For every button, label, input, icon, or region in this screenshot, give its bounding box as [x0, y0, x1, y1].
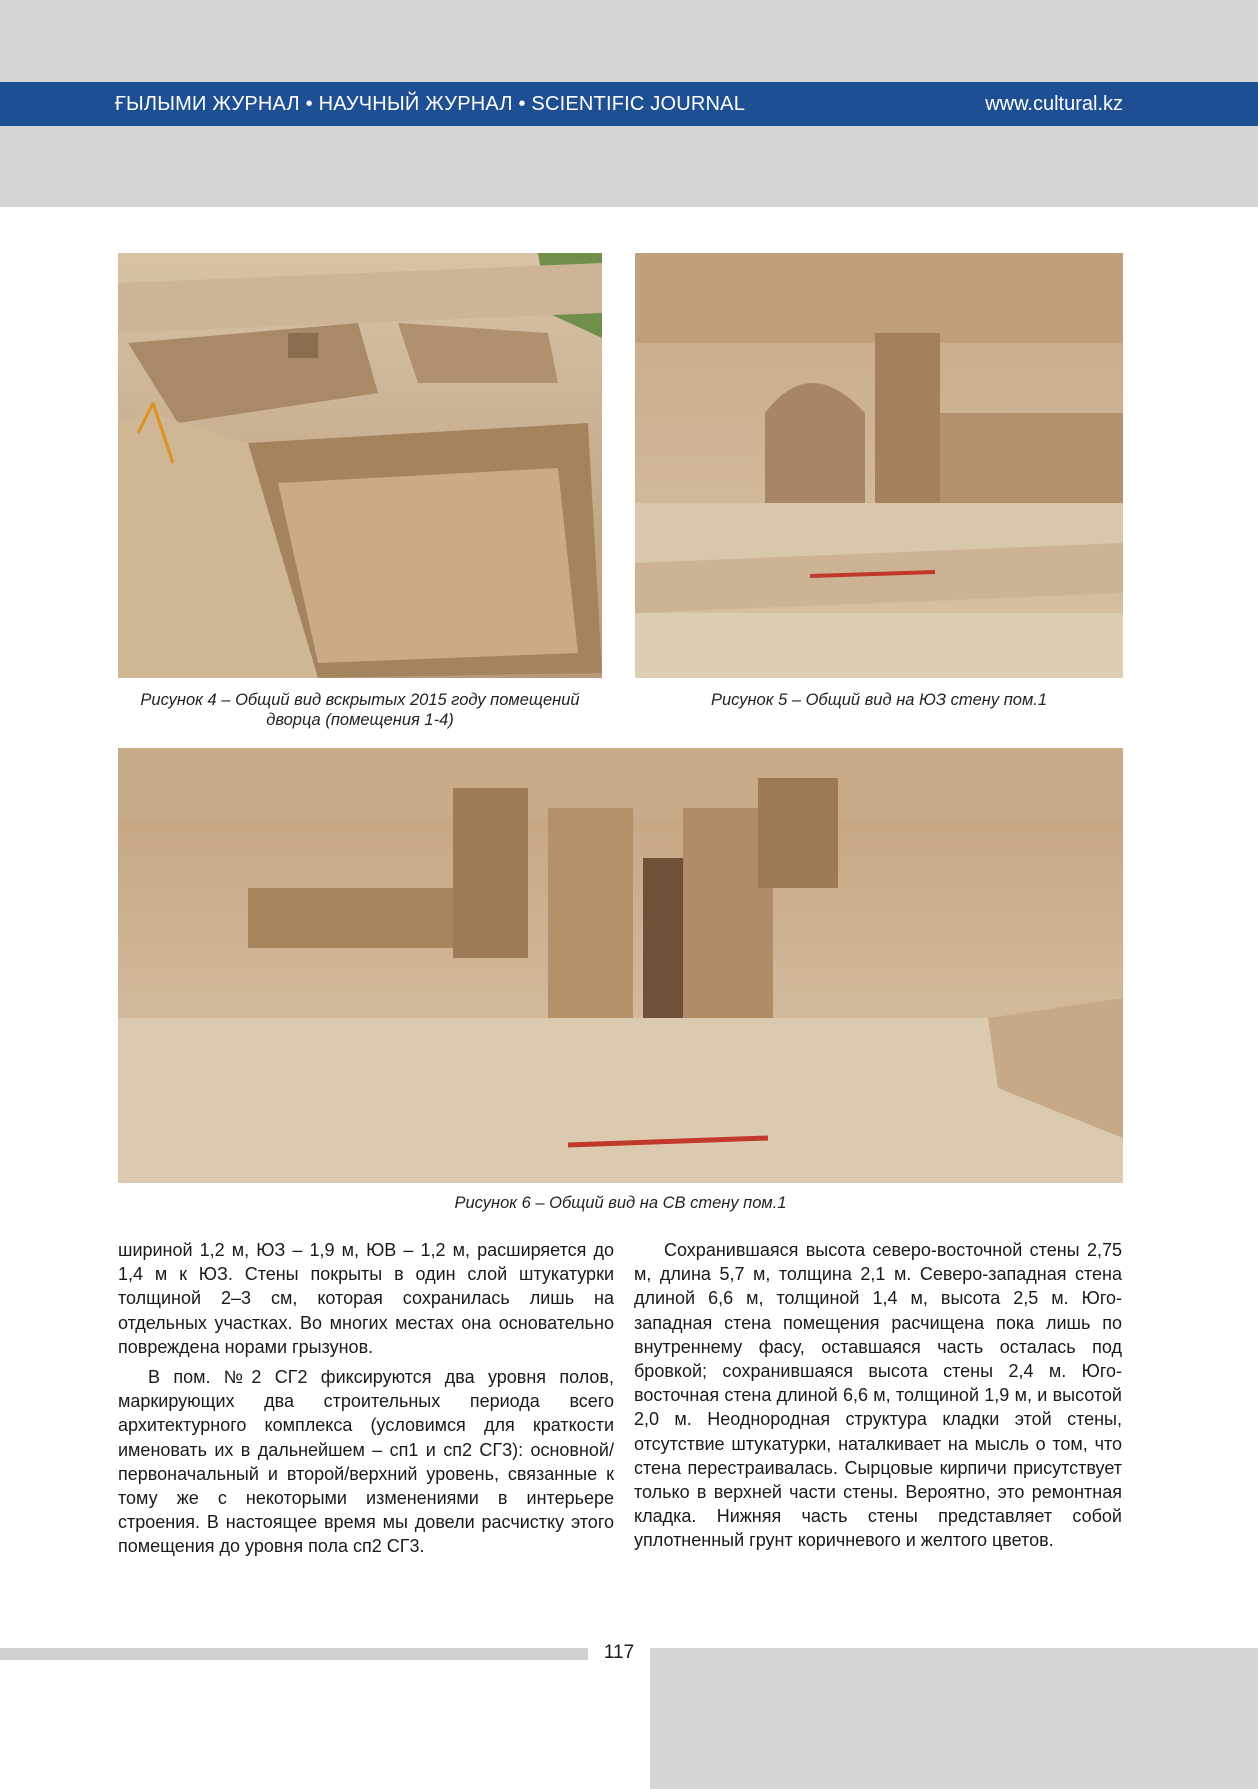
footer-block [650, 1648, 1258, 1789]
journal-header [0, 82, 1258, 126]
figure-4-photo [118, 253, 602, 678]
journal-website: www.cultural.kz [985, 93, 1123, 115]
figure-4-caption: Рисунок 4 – Общий вид вскрытых 2015 году помещений дворца (помещения 1-4) [140, 691, 580, 729]
journal-title: ҒЫЛЫМИ ЖУРНАЛ • НАУЧНЫЙ ЖУРНАЛ • SCIENTIFIC JOURNAL [115, 93, 746, 115]
figure-6-photo [118, 748, 1123, 1183]
figure-5-caption: Рисунок 5 – Общий вид на ЮЗ стену пом.1 [710, 691, 1048, 709]
figure-6-caption: Рисунок 6 – Общий вид на СВ стену пом.1 [454, 1194, 787, 1212]
right-column [634, 1238, 1122, 1553]
left-paragraph-1: шириной 1,2 м, ЮЗ – 1,9 м, ЮВ – 1,2 м, расширяется до 1,4 м к ЮЗ. Стены покрыты в один слой штукатурки толщиной 2–3 см, которая сохранилась лишь на отдельных участках. Во многих местах она основательно повреждена норами грызунов. [118, 1240, 614, 1357]
right-paragraph-1: Сохранившаяся высота северо-восточной стены 2,75 м, длина 5,7 м, толщина 2,1 м. Северо-западная стена длиной 6,6 м, толщиной 1,4 м, высота 2,5 м. Юго-западная стена помещения расчищена пока лишь по внутреннему фасу, оставшаяся часть осталась под бровкой; сохранившаяся высота стены 2,4 м. Юго-восточная стена длиной 6,6 м, толщиной 1,9 м, и высотой 2,0 м. Неоднородная структура кладки этой стены, отсутствие штукатурки, наталкивает на мысль о том, что стена перестраивалась. Сырцовые кирпичи присутствует только в верхней части стены. Вероятно, это ремонтная кладка. Нижняя часть стены представляет собой уплотненный грунт коричневого и желтого цветов. [634, 1240, 1122, 1551]
footer-line [0, 1648, 588, 1660]
left-column [118, 1238, 614, 1559]
page-number: 117 [603, 1642, 635, 1663]
figure-5-photo [635, 253, 1123, 678]
left-paragraph-2: В пом. №2 СГ2 фиксируются два уровня полов, маркирующих два строительных периода всего архитектурного комплекса (условимся для краткости именовать их в дальнейшем – сп1 и сп2 СГ3): основной/первоначальный и второй/верхний уровень, связанные к тому же с некоторыми изменениями в интерьере строения. В настоящее время мы довели расчистку этого помещения до уровня пола сп2 СГ3. [118, 1367, 614, 1557]
